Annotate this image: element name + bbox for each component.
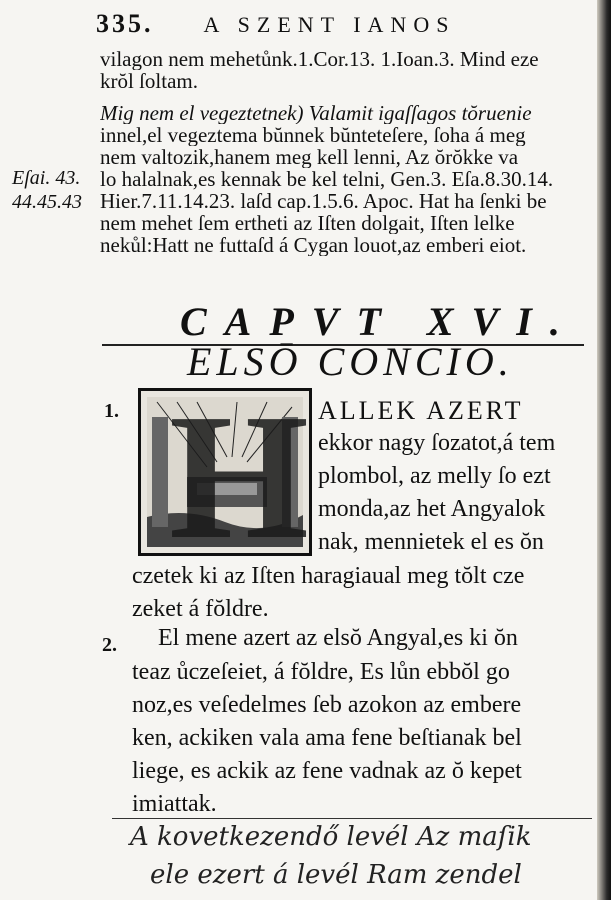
text-line: vilagon nem mehetůnk.1.Cor.13. 1.Ioan.3. Mind eze (100, 48, 539, 70)
handwriting-underline (112, 818, 592, 819)
text-line: teaz ůczeſeiet, á fŏldre, Es lůn ebbŏl go (132, 659, 510, 685)
top-text (100, 48, 595, 92)
initial-letter: H (169, 377, 310, 576)
chapter-heading: CAPVT XVI. (180, 299, 578, 344)
text-line: czetek ki az Iſten haragiaual meg tŏlt cze (132, 563, 525, 589)
text-line: El mene azert az elsŏ Angyal,es ki ŏn (158, 625, 518, 651)
text-line: Hier.7.11.14.23. laſd cap.1.5.6. Apoc. Hat ha ſenki be (100, 190, 547, 212)
page-edge-shadow (597, 0, 611, 900)
text-line: nak, mennietek el es ŏn (318, 529, 544, 555)
text-line: ekkor nagy ſozatot,á tem (318, 430, 556, 456)
text-line: plombol, az melly ſo ezt (318, 463, 551, 489)
verse-number: 2. (102, 634, 117, 656)
text-line: imiattak. (132, 791, 217, 817)
verse-2-first (158, 622, 598, 655)
verse-1-continued (132, 560, 597, 626)
margin-reference: Eſai. 43. (12, 167, 81, 189)
running-title: A SZENT IANOS (203, 12, 456, 37)
verse-number: 1. (104, 400, 119, 422)
text-line: Mig nem el vegeztetnek) Valamit igaſſagos tŏruenie (100, 102, 532, 124)
text-line: nekůl:Hatt ne futtaſd á Cygan louot,az emberi eiot. (100, 234, 527, 256)
text-line: nem mehet ſem ertheti az Iſten dolgait, Iſten lelke (100, 212, 515, 234)
handwritten-note: ele ezert á levél Ram zendel (150, 860, 522, 890)
text-line: krŏl ſoltam. (100, 70, 198, 92)
text-line: zeket á fŏldre. (132, 596, 269, 622)
section-heading: ELSŌ CONCIO. (187, 339, 514, 384)
text-line: lo halalnak,es kennak be kel telni, Gen.3. Eſa.8.30.14. (100, 168, 554, 190)
decorated-initial (138, 377, 312, 576)
text-line: ken, ackiken vala ama fene beſtianak bel (132, 725, 522, 751)
margin-reference: 44.45.43 (12, 191, 82, 213)
verse-1-right (318, 394, 598, 559)
text-line: ALLEK AZERT (318, 396, 524, 425)
text-line: innel,el vegeztema bŭnnek bŭnteteſere, ſoha á meg (100, 124, 526, 146)
gloss-paragraph (100, 102, 595, 256)
text-line: liege, es ackik az fene vadnak az ŏ kepet (132, 758, 522, 784)
text-line: monda,az het Angyalok (318, 496, 546, 522)
verse-2 (132, 656, 597, 821)
running-header (96, 8, 455, 40)
text-line: noz,es veſedelmes ſeb azokon az embere (132, 692, 522, 718)
page-number: 335. (96, 9, 154, 38)
handwritten-note: A kovetkezendő levél Az maſik (130, 822, 532, 852)
text-line: nem valtozik,hanem meg kell lenni, Az ŏrŏkke va (100, 146, 519, 168)
